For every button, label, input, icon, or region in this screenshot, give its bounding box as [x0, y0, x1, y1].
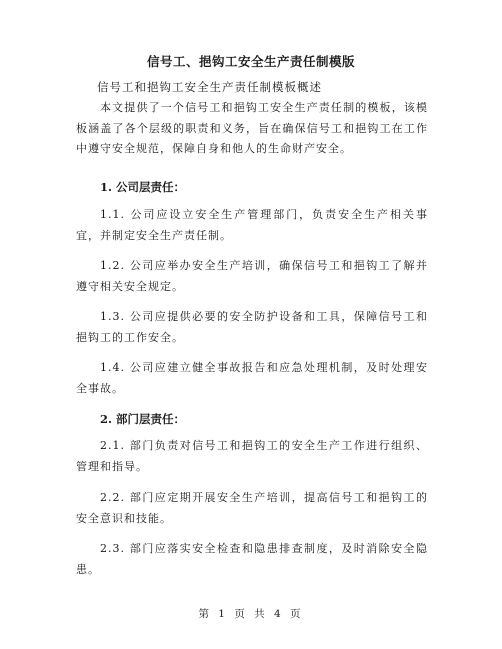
intro-paragraph: 本文提供了一个信号工和挹钩工安全生产责任制的模板，该模板涵盖了各个层级的职责和义务，旨在确保信号工和挹钩工在工作中遵守安全规范，保障自身和他人的生命财产安全。	[76, 101, 428, 155]
clause-1-1: 1.1. 公司应设立安全生产管理部门，负责安全生产相关事宜，并制定安全生产责任制。	[76, 208, 428, 242]
clause-1-4: 1.4. 公司应建立健全事故报告和应急处理机制，及时处理安全事故。	[76, 361, 428, 395]
section-heading-company: 1. 公司层责任：	[100, 180, 186, 194]
document-title: 信号工、挹钩工安全生产责任制模版	[146, 54, 355, 69]
clause-1-3: 1.3. 公司应提供必要的安全防护设备和工具，保障信号工和挹钩工的工作安全。	[76, 310, 428, 344]
clause-2-3: 2.3. 部门应落实安全检查和隐患排查制度，及时消除安全隐患。	[76, 542, 428, 576]
document-subtitle: 信号工和挹钩工安全生产责任制模板概述	[97, 80, 322, 94]
clause-2-1: 2.1. 部门负责对信号工和挹钩工的安全生产工作进行组织、管理和指导。	[76, 439, 428, 473]
page-footer: 第 1 页 共 4 页	[198, 608, 304, 620]
clause-1-2: 1.2. 公司应举办安全生产培训，确保信号工和挹钩工了解并遵守相关安全规定。	[76, 259, 428, 293]
clause-2-2: 2.2. 部门应定期开展安全生产培训，提高信号工和挹钩工的安全意识和技能。	[76, 491, 428, 525]
section-heading-department: 2. 部门层责任：	[100, 412, 186, 426]
